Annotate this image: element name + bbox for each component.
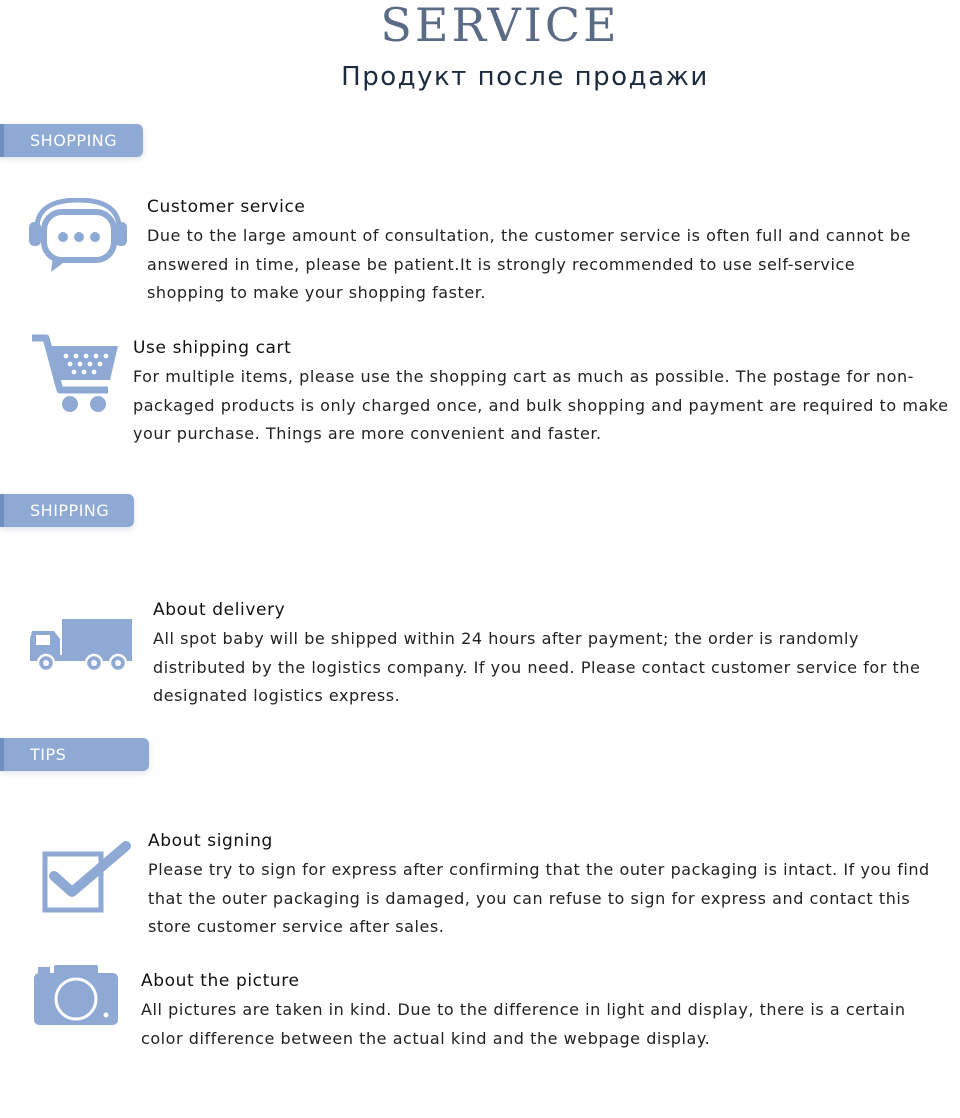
shopping-cart-icon [30,334,120,414]
item-title-customer-service: Customer service [147,197,306,217]
item-body-signing: Please try to sign for express after confirming that the outer packaging is intact. If you find that the outer packaging is damaged, you can refuse to sign for express and contact this store customer service after sales. [148,860,930,936]
page-title: SERVICE [380,0,620,52]
item-body-delivery: All spot baby will be shipped within 24 hours after payment; the order is randomly distributed by the logistics company. If you need. Please contact customer service for the designated logistics express. [153,629,921,705]
item-title-picture: About the picture [141,971,300,991]
item-body-picture: All pictures are taken in kind. Due to the difference in light and display, there is a certain color difference between the actual kind and the webpage display. [141,1000,906,1048]
delivery-truck-icon [28,617,134,673]
headset-chat-icon [27,198,129,273]
section-tab-shipping: SHIPPING [0,494,134,527]
item-body-shipping-cart: For multiple items, please use the shopping cart as much as possible. The postage for non-packaged products is only charged once, and bulk shopping and payment are required to make your purchase. Things are more convenient and faster. [133,367,949,443]
checkbox-check-icon [42,840,134,916]
item-body-customer-service: Due to the large amount of consultation, the customer service is often full and cannot be answered in time, please be patient.It is strongly recommended to use self-service shopping to make your shopping faster. [147,226,911,302]
page-subtitle: Продукт после продажи [341,62,709,92]
section-tab-tips: TIPS [0,738,149,771]
section-tab-shopping: SHOPPING [0,124,143,157]
item-title-signing: About signing [148,831,273,851]
item-title-shipping-cart: Use shipping cart [133,338,292,358]
camera-icon [32,963,120,1028]
item-title-delivery: About delivery [153,600,286,620]
